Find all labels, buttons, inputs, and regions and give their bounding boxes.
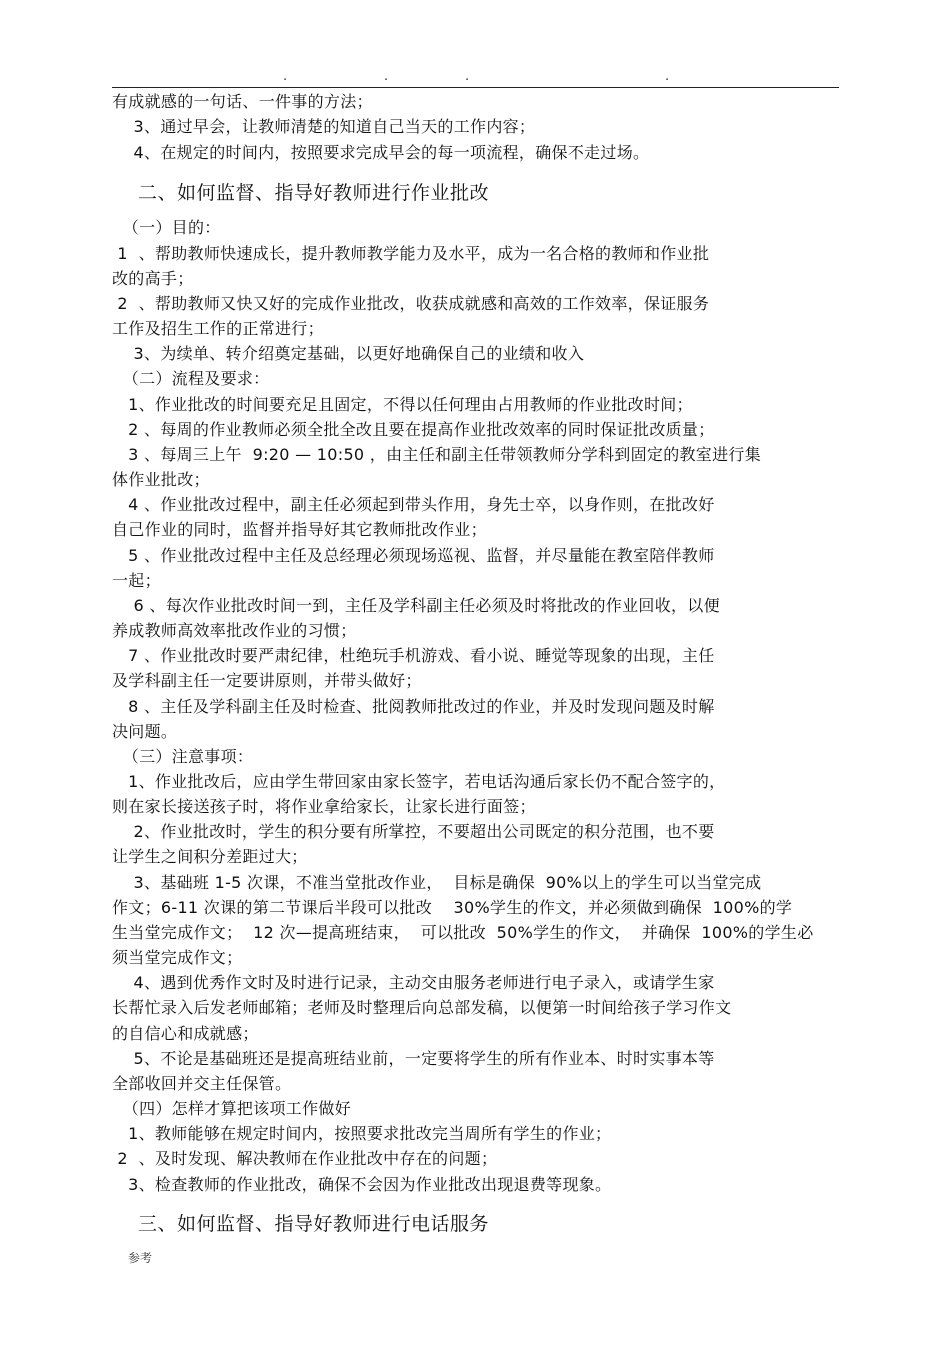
subsection-heading: （四）怎样才算把该项工作做好: [112, 1099, 351, 1118]
body-line: 5 、作业批改过程中主任及总经理必须现场巡视、监督，并尽量能在教室陪伴教师: [112, 546, 715, 565]
body-line: 自己作业的同时，监督并指导好其它教师批改作业；: [112, 520, 487, 539]
body-line: 3、通过早会，让教师清楚的知道自己当天的工作内容；: [112, 117, 536, 136]
header-dot: .: [283, 69, 288, 84]
body-line: 3、为续单、转介绍奠定基础，以更好地确保自己的业绩和收入: [112, 344, 585, 363]
body-line: 1、作业批改的时间要充足且固定，不得以任何理由占用教师的作业批改时间；: [112, 395, 693, 414]
body-line: 则在家长接送孩子时，将作业拿给家长，让家长进行面签；: [112, 797, 536, 816]
body-line: 改的高手；: [112, 269, 194, 288]
header-dot: .: [665, 69, 670, 84]
body-line: 长帮忙录入后发老师邮箱；老师及时整理后向总部发稿，以便第一时间给孩子学习作文: [112, 998, 732, 1017]
subsection-heading: （三）注意事项：: [112, 747, 254, 766]
header-dot: .: [384, 69, 389, 84]
body-line: 体作业批改；: [112, 470, 210, 489]
body-line: 工作及招生工作的正常进行；: [112, 319, 324, 338]
subsection-heading: （二）流程及要求：: [112, 369, 270, 388]
section-heading: 二、如何监督、指导好教师进行作业批改: [138, 182, 490, 204]
body-line: 作文；6-11 次课的第二节课后半段可以批改 30%学生的作文，并必须做到确保 100%的学: [112, 898, 793, 917]
body-line: 的自信心和成就感；: [112, 1024, 259, 1043]
body-line: 决问题。: [112, 722, 178, 741]
body-line: 全部收回并交主任保管。: [112, 1074, 292, 1093]
body-line: 4、在规定的时间内，按照要求完成早会的每一项流程，确保不走过场。: [112, 143, 650, 162]
body-line: 2 、每周的作业教师必须全批全改且要在提高作业批改效率的同时保证批改质量；: [112, 420, 715, 439]
body-line: 2 、及时发现、解决教师在作业批改中存在的问题；: [112, 1149, 498, 1168]
body-line: 4、遇到优秀作文时及时进行记录，主动交由服务老师进行电子录入，或请学生家: [112, 973, 715, 992]
header-dot: .: [465, 69, 470, 84]
body-line: 须当堂完成作文；: [112, 948, 243, 967]
body-line: 养成教师高效率批改作业的习惯；: [112, 621, 357, 640]
body-line: 1、教师能够在规定时间内，按照要求批改完当周所有学生的作业；: [112, 1124, 612, 1143]
body-line: 3、基础班 1-5 次课，不准当堂批改作业， 目标是确保 90%以上的学生可以当堂完成: [112, 873, 762, 892]
body-line: 8 、主任及学科副主任及时检查、批阅教师批改过的作业，并及时发现问题及时解: [112, 697, 715, 716]
body-line: 有成就感的一句话、一件事的方法；: [112, 92, 373, 111]
subsection-heading: （一）目的：: [112, 218, 221, 237]
body-line: 3、检查教师的作业批改，确保不会因为作业批改出现退费等现象。: [112, 1175, 612, 1194]
body-line: 5、不论是基础班还是提高班结业前，一定要将学生的所有作业本、时时实事本等: [112, 1049, 715, 1068]
body-line: 7 、作业批改时要严肃纪律，杜绝玩手机游戏、看小说、睡觉等现象的出现，主任: [112, 646, 715, 665]
body-line: 1、作业批改后，应由学生带回家由家长签字，若电话沟通后家长仍不配合签字的，: [112, 772, 726, 791]
footer-label: 参考: [128, 1251, 153, 1265]
body-line: 6 、每次作业批改时间一到，主任及学科副主任必须及时将批改的作业回收，以便: [112, 596, 720, 615]
body-line: 让学生之间积分差距过大；: [112, 847, 308, 866]
body-line: 一起；: [112, 571, 161, 590]
body-line: 及学科副主任一定要讲原则，并带头做好；: [112, 671, 422, 690]
body-line: 2、作业批改时，学生的积分要有所掌控，不要超出公司既定的积分范围，也不要: [112, 822, 715, 841]
section-heading: 三、如何监督、指导好教师进行电话服务: [138, 1213, 490, 1235]
body-line: 生当堂完成作文； 12 次—提高班结束， 可以批改 50%学生的作文， 并确保 100%的学生必: [112, 923, 814, 942]
body-line: 4 、作业批改过程中，副主任必须起到带头作用，身先士卒，以身作则，在批改好: [112, 495, 715, 514]
body-line: 2 、帮助教师又快又好的完成作业批改，收获成就感和高效的工作效率，保证服务: [112, 294, 710, 313]
body-line: 1 、帮助教师快速成长，提升教师教学能力及水平，成为一名合格的教师和作业批: [112, 244, 710, 263]
body-line: 3 、每周三上午 9:20 — 10:50 ，由主任和副主任带领教师分学科到固定的教室进行集: [112, 445, 761, 464]
header-rule: [112, 87, 839, 88]
